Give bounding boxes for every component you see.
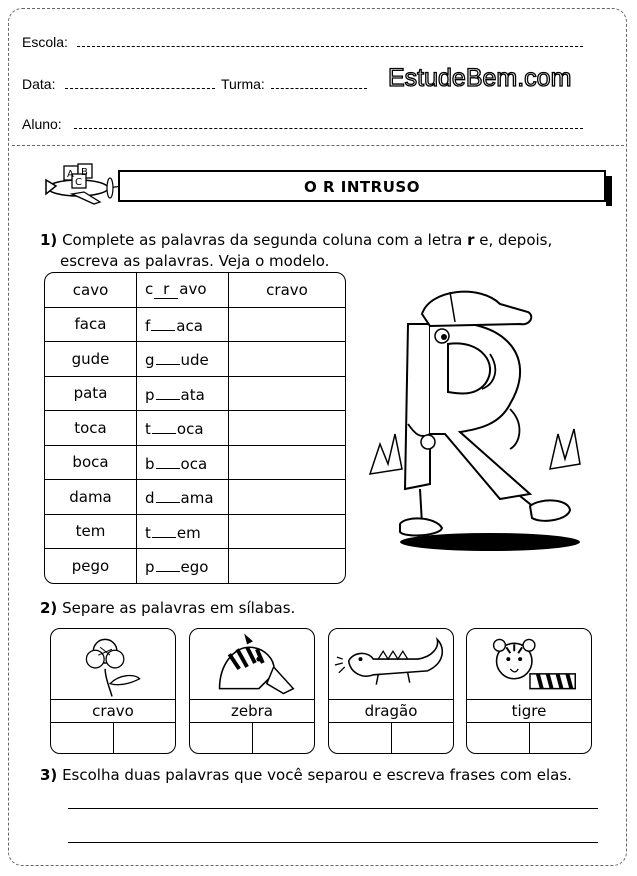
exercise3-number: 3) [40,766,58,784]
carnation-icon [51,629,175,699]
table-row [45,480,345,515]
word-rest: ude [180,351,209,370]
answer-line-1[interactable] [68,808,598,809]
word-rest: ego [180,558,209,577]
syllable-divider [252,722,253,753]
exercise1-text-after: e, depois, [479,231,553,249]
student-field[interactable] [74,128,583,129]
word-table [44,272,346,584]
plane-letter-b: B [81,167,88,178]
syllable-divider [529,722,530,753]
original-word: toca [45,411,137,446]
letter-blank[interactable] [156,452,180,469]
card-word-tigre: tigre [467,699,591,723]
letter-blank[interactable] [156,383,180,400]
zebra-icon [190,629,314,699]
word-rest: oca [180,454,208,473]
letter-blank[interactable] [156,555,180,572]
answer-cell[interactable] [229,377,345,412]
answer-cell[interactable] [229,549,345,583]
word-first-letter: d [145,489,155,508]
fill-in-word [137,308,229,343]
original-word: cavo [45,273,137,308]
tiger-icon [467,629,591,699]
word-first-letter: t [145,523,151,542]
answer-cell[interactable] [229,480,345,515]
exercise2-instructions [40,598,295,619]
original-word: boca [45,446,137,481]
card-word-cravo: cravo [51,699,175,723]
word-first-letter: p [145,558,155,577]
syllable-card-dragao [328,628,454,754]
original-word: pata [45,377,137,412]
original-word: gude [45,342,137,377]
exercise3-instructions [40,765,572,786]
word-first-letter: t [145,420,151,439]
syllable-divider [391,722,392,753]
word-first-letter: b [145,454,155,473]
airplane-icon [36,158,126,208]
banner-shadow [606,176,612,206]
fill-in-word [137,549,229,583]
syllable-card-zebra [189,628,315,754]
table-row [45,377,345,412]
letter-blank[interactable] [151,314,175,331]
header-divider [12,145,624,146]
syllable-card-tigre [466,628,592,754]
table-row [45,515,345,550]
word-rest: em [176,523,201,542]
answer-cell[interactable] [229,308,345,343]
original-word: pego [45,549,137,583]
school-field[interactable] [77,46,583,47]
original-word: dama [45,480,137,515]
brand-logo: EstudeBem.com [388,64,572,92]
fill-in-word [137,342,229,377]
table-row [45,411,345,446]
date-row [22,76,55,93]
exercise1-line2: escreva as palavras. Veja o modelo. [60,252,330,270]
word-rest: avo [179,280,207,299]
table-row [45,308,345,343]
original-word: faca [45,308,137,343]
letter-blank[interactable] [156,486,180,503]
table-row [45,342,345,377]
letter-blank[interactable] [152,521,176,538]
exercise1-instructions [40,230,610,272]
student-row [22,116,62,133]
table-row [45,446,345,481]
school-row [22,34,68,51]
table-row [45,273,345,308]
exercise1-text-before: Complete as palavras da segunda coluna com a letra [62,231,463,249]
letter-blank[interactable] [152,417,176,434]
school-label: Escola: [22,34,68,50]
dragon-icon [329,629,453,699]
answer-cell[interactable] [229,411,345,446]
class-field[interactable] [271,88,367,89]
date-field[interactable] [65,88,215,89]
class-row [221,76,265,93]
fill-in-word [137,446,229,481]
syllable-divider [113,722,114,753]
title-banner [118,170,606,202]
exercise2-number: 2) [40,599,58,617]
fill-in-word [137,411,229,446]
card-word-zebra: zebra [190,699,314,723]
student-label: Aluno: [22,116,62,132]
letter-blank[interactable] [156,348,180,365]
syllable-card-cravo [50,628,176,754]
exercise1-number: 1) [40,231,58,249]
word-rest: aca [176,316,203,335]
exercise2-text: Separe as palavras em sílabas. [62,599,296,617]
original-word: tem [45,515,137,550]
answer-line-2[interactable] [68,842,598,843]
fill-in-word [137,273,229,308]
word-first-letter: g [145,351,155,370]
card-word-dragao: dragão [329,699,453,723]
answer-cell[interactable] [229,342,345,377]
answer-cell[interactable] [229,446,345,481]
fill-in-word [137,480,229,515]
class-label: Turma: [221,76,265,92]
plane-letter-a: A [67,169,74,180]
word-rest: ata [180,385,205,404]
word-rest: oca [176,420,204,439]
date-label: Data: [22,76,56,92]
word-rest: ama [180,489,214,508]
exercise1-letter: r [467,231,475,249]
fill-in-word [137,515,229,550]
word-first-letter: c [145,280,154,299]
table-row [45,549,345,583]
letter-blank[interactable]: r [154,282,178,299]
word-first-letter: f [145,316,151,335]
word-first-letter: p [145,385,155,404]
answer-cell[interactable] [229,515,345,550]
fill-in-word [137,377,229,412]
plane-letter-c: C [75,177,82,188]
exercise3-text: Escolha duas palavras que você separou e escreva frases com elas. [62,766,572,784]
worksheet-title: O R INTRUSO [304,178,420,196]
letter-r-character-icon [360,284,592,559]
answer-cell[interactable]: cravo [229,273,345,308]
